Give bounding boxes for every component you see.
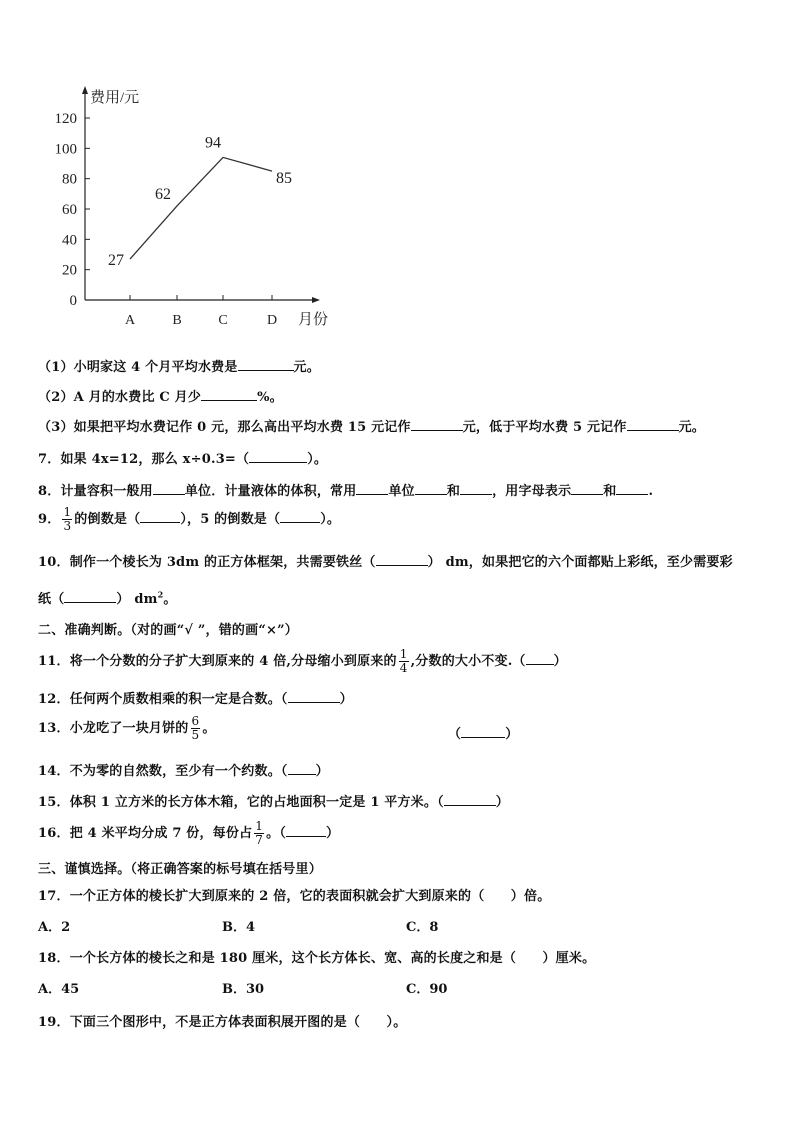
fraction-numerator: 1 [63, 505, 72, 519]
answer-blank[interactable] [201, 388, 257, 401]
q11-text: 11．将一个分数的分子扩大到原来的 4 倍,分母缩小到原来的 [38, 654, 397, 669]
q-chart-sub1-text: （1）小明家这 4 个月平均水费是 [38, 360, 238, 375]
q10-unit: ） dm [116, 592, 158, 607]
line-chart [30, 78, 350, 333]
answer-blank[interactable] [411, 418, 463, 431]
q10-text-2: ） dm，如果把它的六个面都贴上彩纸，至少需要彩 [427, 555, 733, 570]
q-chart-sub3-unit: 元。 [678, 420, 705, 435]
q8-text-1: 8．计量容积一般用 [38, 484, 153, 499]
x-tick-label: C [218, 313, 228, 328]
q8-text-3: 单位 [388, 484, 415, 499]
q8-text-5: ，用字母表示 [492, 484, 572, 499]
y-tick-label: 100 [54, 141, 77, 158]
x-tick-label: A [124, 313, 136, 328]
question-16 [38, 820, 339, 847]
y-axis-arrow [82, 86, 88, 94]
y-tick-label: 120 [54, 111, 77, 127]
q16-end: ） [326, 826, 340, 841]
q9-end: ）。 [320, 512, 341, 527]
fraction-denominator: 5 [191, 728, 200, 742]
q8-text-6: 和 [603, 484, 617, 499]
q13-end-punct: 。 [202, 721, 216, 736]
q9-text-2: ），5 的倒数是（ [180, 512, 281, 527]
q17-option-c[interactable]: C．8 [406, 920, 439, 935]
q-chart-sub3-text: （3）如果把平均水费记作 0 元，那么高出平均水费 15 元记作 [38, 420, 411, 435]
q10-unit-exponent: 2 [157, 589, 164, 600]
q15-text: 15．体积 1 立方米的长方体木箱，它的占地面积一定是 1 平方米。（ [38, 795, 444, 810]
y-tick-label: 0 [69, 293, 77, 309]
question-12 [38, 688, 353, 707]
q-chart-sub3 [38, 416, 705, 435]
question-17 [38, 885, 550, 904]
q16-text: 16．把 4 米平均分成 7 份，每份占 [38, 826, 253, 841]
answer-blank[interactable] [153, 482, 185, 495]
q-chart-sub3-mid: 元，低于平均水费 5 元记作 [462, 420, 627, 435]
q9-number: 9． [38, 512, 61, 527]
section-3-heading [38, 858, 322, 877]
fraction-numerator: 1 [255, 819, 264, 833]
q-chart-sub1-unit: 元。 [293, 360, 320, 375]
y-tick-label: 20 [62, 262, 77, 279]
x-tick-label: B [172, 313, 182, 328]
q18-option-c[interactable]: C．90 [406, 982, 448, 997]
section-3-title: 三、谨慎选择。（将正确答案的标号填在括号里） [38, 862, 322, 877]
y-tick-label: 40 [62, 232, 77, 249]
question-14 [38, 760, 329, 779]
answer-blank[interactable] [249, 450, 307, 463]
q10-text-1: 10．制作一个棱长为 3dm 的正方体框架，共需要铁丝（ [38, 555, 376, 570]
answer-blank[interactable] [376, 553, 428, 566]
answer-blank[interactable] [460, 482, 492, 495]
q-chart-sub2-unit: %。 [257, 390, 283, 405]
fraction-numerator: 6 [191, 714, 200, 728]
q8-text-4: 和 [446, 484, 461, 499]
answer-blank[interactable] [356, 482, 388, 495]
answer-blank[interactable] [627, 418, 679, 431]
fraction-denominator: 3 [63, 519, 72, 533]
answer-blank[interactable] [571, 482, 603, 495]
chart-svg [30, 78, 350, 333]
question-8 [38, 480, 653, 499]
q10-end: 。 [163, 592, 177, 607]
fraction [254, 820, 264, 847]
series-line [130, 157, 272, 259]
data-label: 62 [155, 185, 171, 203]
fraction [62, 506, 72, 533]
q14-end: ） [315, 764, 329, 779]
answer-blank[interactable] [280, 510, 320, 523]
data-label: 94 [205, 134, 221, 152]
section-2-heading [38, 619, 298, 638]
q12-end: ） [339, 692, 353, 707]
fraction-denominator: 7 [255, 833, 264, 847]
q11-end: ） [553, 654, 567, 669]
fraction-numerator: 1 [399, 647, 408, 661]
q18-option-a[interactable]: A．45 [38, 982, 80, 997]
q11-text-2: ,分数的大小不变.（ [410, 654, 526, 669]
x-tick-label: D [266, 313, 278, 328]
question-7 [38, 448, 327, 467]
q-chart-sub2-text: （2）A 月的水费比 C 月少 [38, 390, 202, 405]
q17-text: 17．一个正方体的棱长扩大到原来的 2 倍，它的表面积就会扩大到原来的（ ）倍。 [38, 889, 551, 904]
answer-blank[interactable] [286, 824, 326, 837]
q17-option-a[interactable]: A．2 [38, 920, 71, 935]
q13-answer [448, 723, 518, 742]
q13-paren-right: ） [505, 727, 519, 742]
answer-blank[interactable] [288, 690, 340, 703]
y-tick-label: 60 [62, 202, 77, 218]
q8-text-7: . [648, 484, 654, 499]
y-axis-title: 费用/元 [90, 90, 140, 106]
q18-text: 18．一个长方体的棱长之和是 180 厘米，这个长方体长、宽、高的长度之和是（ ）厘米。 [38, 951, 596, 966]
data-label: 27 [108, 252, 124, 270]
section-2-title: 二、准确判断。（对的画“√ ”，错的画“×”） [38, 623, 298, 638]
fraction [399, 648, 409, 675]
fraction-denominator: 4 [399, 661, 408, 675]
q7-end: ）。 [307, 452, 328, 467]
q-chart-sub2 [38, 386, 283, 405]
y-tick-label: 80 [62, 171, 77, 188]
q18-option-b[interactable]: B．30 [222, 982, 265, 997]
q9-text-1: 的倒数是（ [74, 512, 141, 527]
answer-blank[interactable] [526, 652, 554, 665]
q7-text: 7．如果 4x=12，那么 x÷0.3=（ [38, 452, 250, 467]
answer-blank[interactable] [64, 590, 116, 603]
answer-blank[interactable] [444, 793, 496, 806]
q8-text-2: 单位．计量液体的体积，常用 [184, 484, 357, 499]
answer-blank[interactable] [461, 725, 505, 738]
answer-blank[interactable] [415, 482, 447, 495]
answer-blank[interactable] [140, 510, 180, 523]
q13-text: 13．小龙吃了一块月饼的 [38, 721, 189, 736]
fraction [191, 715, 201, 742]
q-chart-sub1 [38, 356, 320, 375]
question-9 [38, 506, 340, 533]
q15-end: ） [495, 795, 509, 810]
question-18 [38, 947, 595, 966]
q10-text-3: 纸（ [38, 592, 65, 607]
x-axis-title: 月份 [298, 312, 329, 328]
q13-paren-left: （ [448, 727, 462, 742]
answer-blank[interactable] [288, 762, 316, 775]
answer-blank[interactable] [238, 358, 294, 371]
q14-text: 14．不为零的自然数，至少有一个约数。（ [38, 764, 288, 779]
data-label: 85 [276, 170, 292, 188]
question-15 [38, 791, 509, 810]
question-10-line2 [38, 588, 177, 607]
q12-text: 12．任何两个质数相乘的积一定是合数。（ [38, 692, 288, 707]
question-13 [38, 715, 216, 742]
x-axis-arrow [312, 297, 320, 303]
answer-blank[interactable] [616, 482, 648, 495]
q17-option-b[interactable]: B．4 [222, 920, 256, 935]
q16-text-2: 。（ [266, 826, 287, 841]
q19-text: 19．下面三个图形中，不是正方体表面积展开图的是（ ）。 [38, 1015, 407, 1030]
question-19 [38, 1011, 406, 1030]
question-10-line1 [38, 551, 733, 570]
question-11 [38, 648, 567, 675]
